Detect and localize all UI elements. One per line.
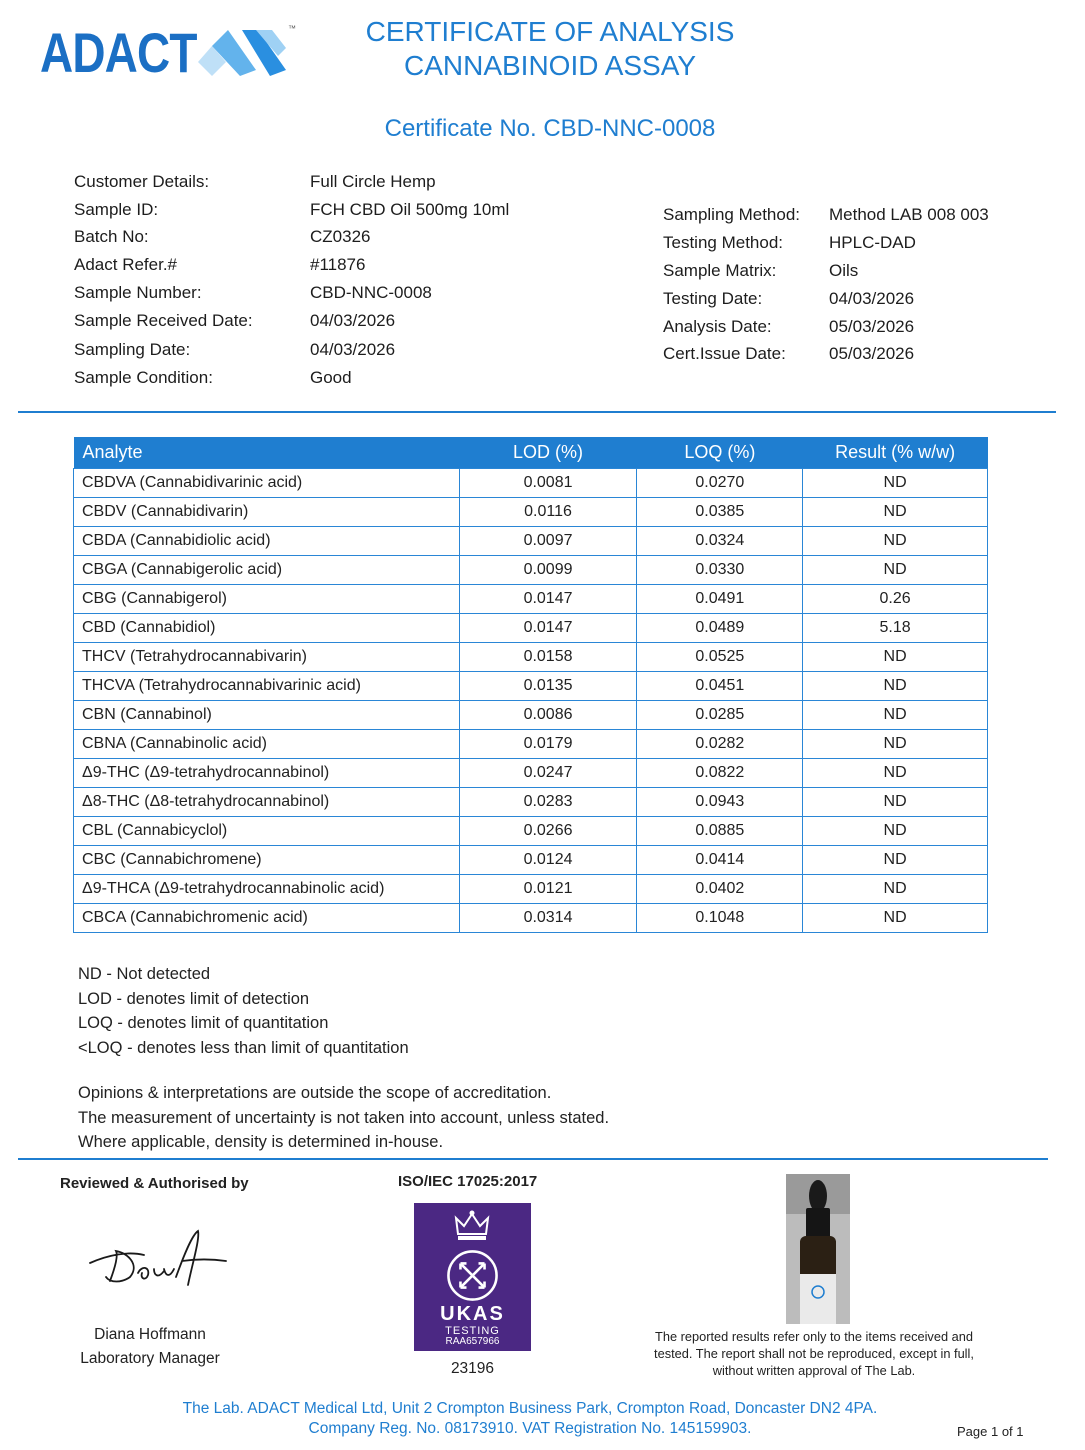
detail-label: Sample Received Date: — [74, 311, 253, 330]
document-subtitle: CANNABINOID ASSAY — [403, 50, 696, 81]
cell-analyte: CBGA (Cannabigerolic acid) — [74, 555, 460, 584]
legend-item: LOD - denotes limit of detection — [78, 989, 310, 1008]
ukas-badge — [414, 1203, 531, 1351]
cell-lod: 0.0121 — [459, 874, 637, 903]
cell-analyte: CBG (Cannabigerol) — [74, 584, 460, 613]
table-header-row — [74, 437, 988, 468]
cell-loq: 0.0885 — [637, 816, 803, 845]
cell-loq: 0.0489 — [637, 613, 803, 642]
cell-lod: 0.0081 — [459, 468, 637, 497]
cell-result: ND — [803, 497, 988, 526]
cell-lod: 0.0158 — [459, 642, 637, 671]
cell-loq: 0.0324 — [637, 526, 803, 555]
method-label: Sample Matrix: — [663, 261, 777, 280]
cell-result: ND — [803, 468, 988, 497]
method-label: Testing Date: — [663, 289, 763, 308]
statement: The measurement of uncertainty is not taken into account, unless stated. — [78, 1108, 610, 1127]
document-title: CERTIFICATE OF ANALYSIS — [365, 16, 735, 47]
adact-logo — [40, 20, 300, 82]
cell-loq: 0.0943 — [637, 787, 803, 816]
detail-value: Good — [310, 368, 352, 387]
table-row — [74, 729, 988, 758]
method-value: 05/03/2026 — [829, 317, 915, 336]
legend-item: ND - Not detected — [78, 965, 211, 983]
method-value: HPLC-DAD — [829, 233, 916, 252]
statement: Opinions & interpretations are outside the scope of accreditation. — [78, 1084, 552, 1102]
cell-analyte: Δ9-THC (Δ9-tetrahydrocannabinol) — [74, 758, 460, 787]
footer-registration: Company Reg. No. 08173910. VAT Registration No. 145159903. — [308, 1420, 752, 1437]
table-row — [74, 700, 988, 729]
cell-result: ND — [803, 816, 988, 845]
dropper-bottle-image — [786, 1174, 850, 1324]
detail-value: CZ0326 — [310, 227, 371, 246]
table-row — [74, 671, 988, 700]
detail-value: Full Circle Hemp — [310, 172, 436, 191]
table-row — [74, 903, 988, 932]
detail-value: CBD-NNC-0008 — [310, 283, 432, 302]
crown-icon — [452, 1208, 492, 1244]
cell-analyte: Δ9-THCA (Δ9-tetrahydrocannabinolic acid) — [74, 874, 460, 903]
detail-label: Adact Refer.# — [74, 255, 178, 274]
reviewed-label: Reviewed & Authorised by — [60, 1175, 249, 1192]
detail-value: 04/03/2026 — [310, 311, 396, 330]
table-row — [74, 497, 988, 526]
cell-lod: 0.0283 — [459, 787, 637, 816]
signature-image — [88, 1225, 228, 1295]
table-row — [74, 845, 988, 874]
header-analyte: Analyte — [74, 437, 460, 468]
cell-loq: 0.0822 — [637, 758, 803, 787]
cell-lod: 0.0099 — [459, 555, 637, 584]
cell-loq: 0.0491 — [637, 584, 803, 613]
detail-label: Sample Condition: — [74, 368, 213, 387]
method-value: Oils — [829, 261, 859, 280]
disclaimer-line: tested. The report shall not be reproduced, except in full, — [654, 1346, 974, 1361]
cell-lod: 0.0097 — [459, 526, 637, 555]
disclaimer-line: without written approval of The Lab. — [712, 1363, 916, 1378]
legend-item: LOQ - denotes limit of quantitation — [78, 1014, 329, 1032]
cell-lod: 0.0135 — [459, 671, 637, 700]
detail-label: Batch No: — [74, 227, 149, 246]
cell-lod: 0.0147 — [459, 613, 637, 642]
cell-loq: 0.0285 — [637, 700, 803, 729]
cell-analyte: CBL (Cannabicyclol) — [74, 816, 460, 845]
table-row — [74, 816, 988, 845]
table-row — [74, 555, 988, 584]
cell-loq: 0.0385 — [637, 497, 803, 526]
cell-analyte: CBDV (Cannabidivarin) — [74, 497, 460, 526]
cell-loq: 0.1048 — [637, 903, 803, 932]
divider-bottom — [18, 1158, 1048, 1160]
detail-label: Sample Number: — [74, 283, 202, 302]
method-details — [663, 205, 1063, 375]
cell-result: ND — [803, 555, 988, 584]
header-loq: LOQ (%) — [637, 437, 803, 468]
cell-result: ND — [803, 671, 988, 700]
detail-value: FCH CBD Oil 500mg 10ml — [310, 200, 510, 219]
cell-lod: 0.0247 — [459, 758, 637, 787]
method-label: Analysis Date: — [663, 317, 772, 336]
ukas-number: 23196 — [450, 1360, 495, 1377]
legend-notes — [78, 962, 409, 1060]
table-row — [74, 613, 988, 642]
legend-item: <LOQ - denotes less than limit of quantitation — [78, 1038, 409, 1057]
cell-result: ND — [803, 787, 988, 816]
disclaimer — [630, 1328, 998, 1379]
cell-analyte: CBNA (Cannabinolic acid) — [74, 729, 460, 758]
cell-lod: 0.0086 — [459, 700, 637, 729]
cell-result: ND — [803, 642, 988, 671]
cell-lod: 0.0179 — [459, 729, 637, 758]
certificate-number: Certificate No. CBD-NNC-0008 — [384, 115, 716, 142]
header-result: Result (% w/w) — [803, 437, 988, 468]
cell-result: ND — [803, 758, 988, 787]
statements — [78, 1081, 609, 1155]
footer-address: The Lab. ADACT Medical Ltd, Unit 2 Crompton Business Park, Crompton Road, Doncaster DN2 4PA. — [182, 1400, 878, 1417]
signer-role: Laboratory Manager — [80, 1350, 220, 1367]
ukas-subtitle: TESTING — [445, 1325, 500, 1337]
cell-result: ND — [803, 526, 988, 555]
cell-lod: 0.0314 — [459, 903, 637, 932]
ukas-emblem-icon — [441, 1248, 504, 1303]
results-table — [73, 437, 988, 933]
cell-analyte: CBDA (Cannabidiolic acid) — [74, 526, 460, 555]
cell-analyte: CBCA (Cannabichromenic acid) — [74, 903, 460, 932]
cell-analyte: CBN (Cannabinol) — [74, 700, 460, 729]
cell-loq: 0.0330 — [637, 555, 803, 584]
cell-analyte: THCV (Tetrahydrocannabivarin) — [74, 642, 460, 671]
cell-result: ND — [803, 874, 988, 903]
method-label: Sampling Method: — [663, 205, 801, 224]
method-value: 04/03/2026 — [829, 289, 915, 308]
cell-result: ND — [803, 729, 988, 758]
cell-loq: 0.0414 — [637, 845, 803, 874]
method-value: Method LAB 008 003 — [829, 205, 989, 224]
detail-label: Sampling Date: — [74, 340, 191, 359]
method-label: Cert.Issue Date: — [663, 344, 786, 363]
cell-result: 0.26 — [803, 584, 988, 613]
cell-loq: 0.0282 — [637, 729, 803, 758]
divider-top — [18, 411, 1056, 413]
method-value: 05/03/2026 — [829, 344, 915, 363]
cell-lod: 0.0266 — [459, 816, 637, 845]
ukas-title: UKAS — [440, 1303, 505, 1325]
cell-loq: 0.0402 — [637, 874, 803, 903]
table-row — [74, 758, 988, 787]
logo-mark-icon — [198, 26, 288, 76]
table-row — [74, 584, 988, 613]
cell-loq: 0.0270 — [637, 468, 803, 497]
header-lod: LOD (%) — [459, 437, 637, 468]
cell-analyte: CBDVA (Cannabidivarinic acid) — [74, 468, 460, 497]
cell-analyte: CBC (Cannabichromene) — [74, 845, 460, 874]
cell-result: ND — [803, 903, 988, 932]
cell-result: ND — [803, 845, 988, 874]
cell-analyte: CBD (Cannabidiol) — [74, 613, 460, 642]
cell-result: ND — [803, 700, 988, 729]
table-row — [74, 874, 988, 903]
cell-lod: 0.0116 — [459, 497, 637, 526]
table-row — [74, 526, 988, 555]
cell-analyte: Δ8-THC (Δ8-tetrahydrocannabinol) — [74, 787, 460, 816]
table-row — [74, 787, 988, 816]
logo-trademark: ™ — [288, 24, 296, 33]
cell-loq: 0.0525 — [637, 642, 803, 671]
page-number: Page 1 of 1 — [957, 1424, 1024, 1439]
logo-wordmark: ADACT — [40, 21, 197, 84]
detail-label: Sample ID: — [74, 200, 159, 219]
cell-lod: 0.0147 — [459, 584, 637, 613]
customer-details — [74, 172, 594, 392]
cell-result: 5.18 — [803, 613, 988, 642]
method-label: Testing Method: — [663, 233, 784, 252]
detail-value: #11876 — [310, 255, 366, 274]
iso-standard: ISO/IEC 17025:2017 — [398, 1173, 538, 1190]
disclaimer-line: The reported results refer only to the items received and — [655, 1329, 973, 1344]
detail-value: 04/03/2026 — [310, 340, 396, 359]
table-row — [74, 468, 988, 497]
ukas-code: RAA657966 — [445, 1336, 500, 1347]
table-row — [74, 642, 988, 671]
signer-name: Diana Hoffmann — [94, 1326, 206, 1343]
cell-lod: 0.0124 — [459, 845, 637, 874]
detail-label: Customer Details: — [74, 172, 210, 191]
statement: Where applicable, density is determined in-house. — [78, 1133, 444, 1151]
cell-analyte: THCVA (Tetrahydrocannabivarinic acid) — [74, 671, 460, 700]
cell-loq: 0.0451 — [637, 671, 803, 700]
product-photo — [786, 1174, 850, 1324]
